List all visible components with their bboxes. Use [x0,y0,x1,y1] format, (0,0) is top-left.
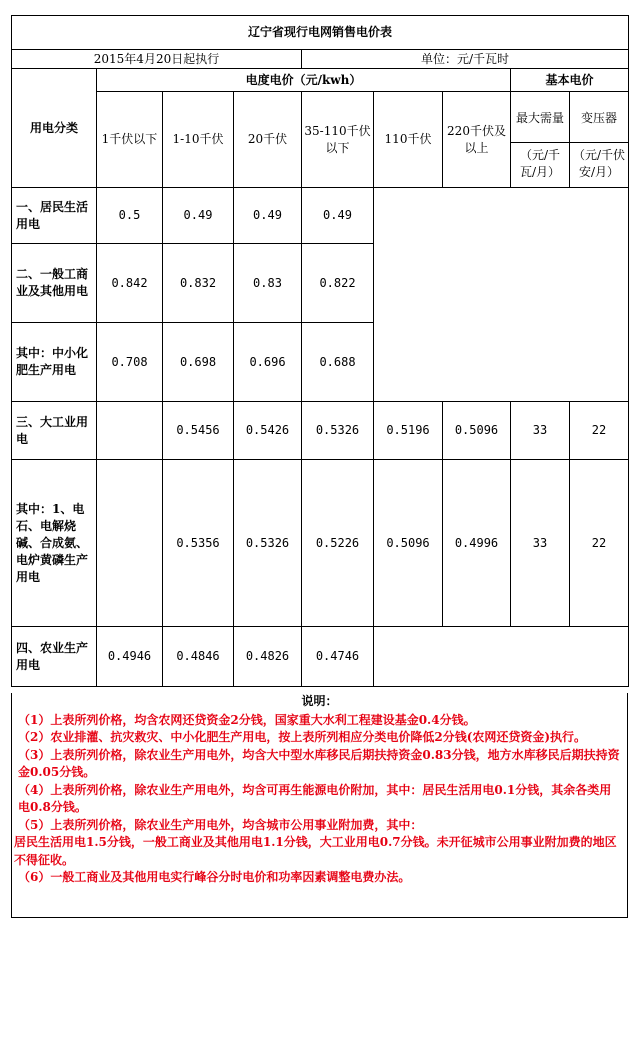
transformer-label: 变压器 [570,94,628,143]
empty-cell [374,188,629,402]
table-row [12,627,629,687]
table-row [12,188,629,244]
price-cell: 0.4996 [443,460,511,627]
price-cell: 0.49 [302,188,374,244]
row-category: 四、农业生产用电 [12,627,97,687]
price-cell: 0.83 [234,244,302,323]
price-cell: 0.832 [163,244,234,323]
voltage-col-header: 1-10千伏 [163,92,234,188]
price-cell: 0.5096 [374,460,443,627]
price-cell: 0.4746 [302,627,374,687]
transformer-header [570,92,629,188]
row-category: 一、居民生活用电 [12,188,97,244]
voltage-col-header: 1千伏以下 [97,92,163,188]
price-cell: 0.5426 [234,402,302,460]
note-item: （4）上表所列价格，除农业生产用电外，均含可再生能源电价附加，其中：居民生活用电0.1分钱，其余各类用电0.8分钱。 [18,782,612,814]
transformer-unit: （元/千伏安/月） [572,148,626,179]
row-category: 其中：1、电石、电解烧碱、合成氨、电炉黄磷生产用电 [12,460,97,627]
max-demand-header [511,92,570,188]
notes-section [11,693,628,918]
price-cell: 0.4826 [234,627,302,687]
note-item: （1）上表所列价格，均含农网还贷资金2分钱，国家重大水利工程建设基金0.4分钱。 [18,712,476,727]
note-item: （6）一般工商业及其他用电实行峰谷分时电价和功率因素调整电费办法。 [18,870,411,884]
price-cell: 0.822 [302,244,374,323]
notes-title: 说明： [301,694,338,708]
category-header: 用电分类 [12,69,97,188]
price-cell: 0.49 [234,188,302,244]
row-category: 二、一般工商业及其他用电 [12,244,97,323]
price-cell: 0.5356 [163,460,234,627]
effective-date: 2015年4月20日起执行 [12,50,302,69]
price-cell: 0.688 [302,323,374,402]
price-cell: 0.5456 [163,402,234,460]
empty-cell [374,627,629,687]
price-cell: 0.5326 [302,402,374,460]
voltage-col-header: 220千伏及以上 [443,92,511,188]
basic-price-header: 基本电价 [511,69,629,92]
price-cell: 0.5196 [374,402,443,460]
energy-price-header: 电度电价（元/kwh） [97,69,511,92]
unit-label: 单位：元/千瓦时 [302,50,629,69]
price-cell: 22 [570,460,629,627]
price-cell: 0.4846 [163,627,234,687]
voltage-col-header: 35-110千伏以下 [302,92,374,188]
note-item: 居民生活用电1.5分钱，一般工商业及其他用电1.1分钱，大工业用电0.7分钱。未开征城市公用事业附加费的地区不得征收。 [14,835,617,867]
price-table [11,15,629,687]
voltage-col-header: 20千伏 [234,92,302,188]
note-item: （5）上表所列价格，除农业生产用电外，均含城市公用事业附加费，其中： [18,817,423,832]
note-item: （3）上表所列价格，除农业生产用电外，均含大中型水库移民后期扶持资金0.83分钱，地方水库移民后期扶持资金0.05分钱。 [18,747,620,779]
table-row [12,402,629,460]
row-category: 其中：中小化肥生产用电 [12,323,97,402]
table-row [12,460,629,627]
price-cell: 22 [570,402,629,460]
note-item: （2）农业排灌、抗灾救灾、中小化肥生产用电，按上表所列相应分类电价降低2分钱(农网还贷资金)执行。 [18,730,587,744]
price-cell: 0.5096 [443,402,511,460]
price-cell: 0.49 [163,188,234,244]
price-cell: 0.5326 [234,460,302,627]
price-cell: 0.696 [234,323,302,402]
price-cell: 0.5 [97,188,163,244]
price-cell [97,402,163,460]
max-demand-unit: （元/千瓦/月） [519,148,561,179]
max-demand-label: 最大需量 [511,94,569,143]
price-cell: 33 [511,402,570,460]
price-cell: 0.4946 [97,627,163,687]
price-cell: 33 [511,460,570,627]
row-category: 三、大工业用电 [12,402,97,460]
price-sheet [11,15,628,918]
table-title: 辽宁省现行电网销售电价表 [12,16,629,50]
price-cell: 0.708 [97,323,163,402]
price-cell: 0.5226 [302,460,374,627]
voltage-col-header: 110千伏 [374,92,443,188]
price-cell: 0.842 [97,244,163,323]
price-cell: 0.698 [163,323,234,402]
price-cell [97,460,163,627]
